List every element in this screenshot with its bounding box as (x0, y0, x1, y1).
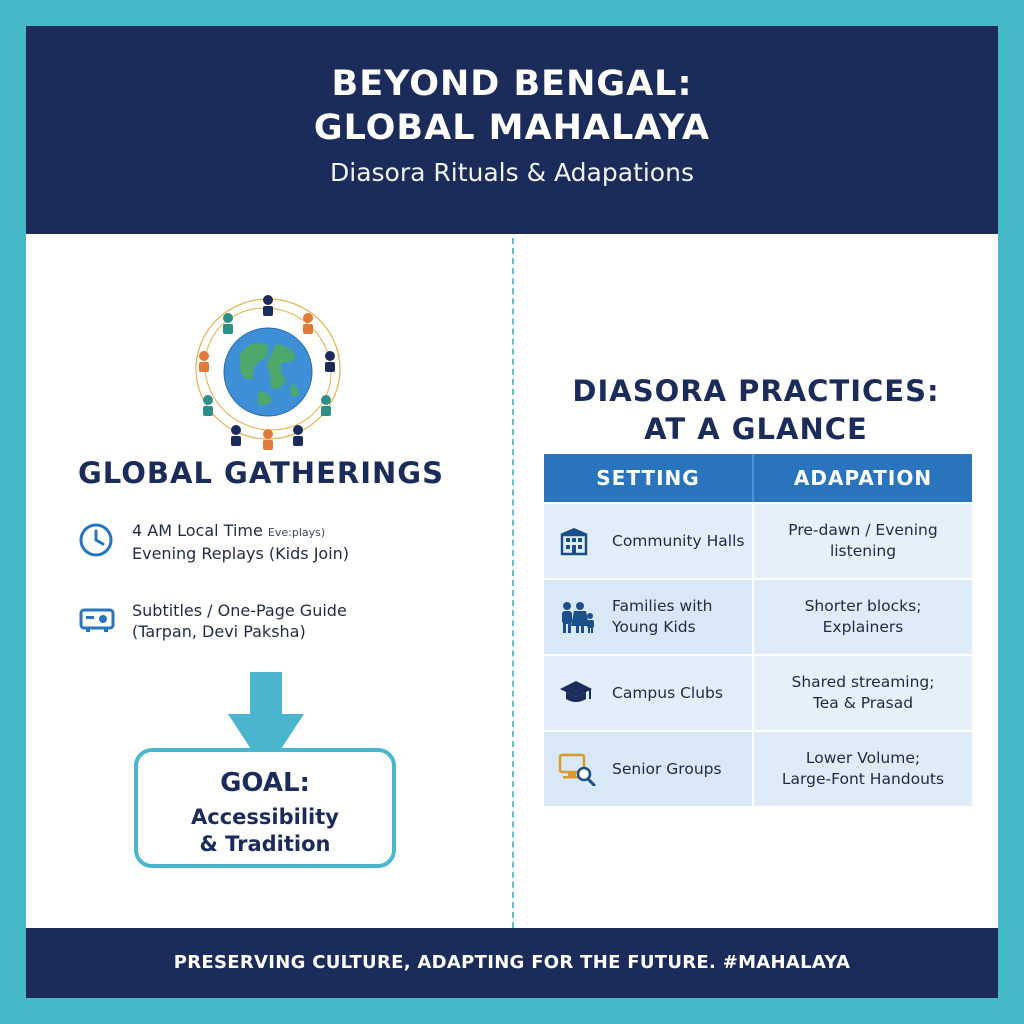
gathering-replay-line: Evening Replays (Kids Join) (132, 544, 350, 563)
setting-label (612, 683, 723, 704)
clock-icon (78, 522, 114, 558)
adaptation-cell (754, 580, 972, 654)
goal-text (138, 804, 392, 858)
practices-table (544, 454, 972, 806)
adaptation-line-2: Tea & Prasad (812, 694, 914, 712)
header-banner (26, 26, 998, 234)
global-gatherings-heading: GLOBAL GATHERINGS (78, 456, 444, 490)
gathering-time-note: Eve:plays) (267, 526, 326, 539)
title-line-1: BEYOND BENGAL: (331, 64, 693, 104)
adaptation-line-1: Lower Volume; (805, 749, 921, 767)
adaptation-line-1: Pre-dawn / Evening (788, 521, 938, 539)
setting-label (612, 596, 712, 638)
adaptation-cell (754, 504, 972, 578)
goal-label: GOAL: (220, 768, 310, 798)
page-title (26, 62, 998, 150)
table-header (544, 454, 972, 502)
page-subtitle: Diasora Rituals & Adapations (330, 158, 694, 187)
practices-heading (546, 372, 966, 448)
graduation-cap-icon (558, 679, 594, 707)
setting-cell (544, 580, 754, 654)
setting-label (612, 759, 722, 780)
setting-line: Senior Groups (612, 759, 722, 778)
adaptation-cell (754, 656, 972, 730)
gathering-item-text (132, 600, 347, 642)
setting-cell (544, 656, 754, 730)
adaptation-line-2: listening (829, 542, 897, 560)
setting-line: Campus Clubs (612, 683, 723, 702)
section-divider (512, 238, 514, 928)
setting-label (612, 531, 744, 552)
goal-line-2: & Tradition (199, 832, 331, 856)
footer-banner: PRESERVING CULTURE, ADAPTING FOR THE FUTURE. #MAHALAYA (26, 928, 998, 998)
building-icon (558, 526, 590, 556)
guide-line: Subtitles / One-Page Guide (132, 601, 347, 620)
goal-box (134, 748, 396, 868)
gathering-time-line: 4 AM Local Time (132, 521, 263, 540)
adaptation-line-2: Explainers (822, 618, 904, 636)
goal-line-1: Accessibility (191, 805, 339, 829)
globe-with-people-icon (188, 284, 348, 454)
table-row (544, 730, 972, 806)
title-line-2: GLOBAL MAHALAYA (313, 108, 711, 148)
table-row (544, 502, 972, 578)
table-row (544, 654, 972, 730)
magnifier-screen-icon (558, 752, 596, 786)
gathering-item-guide (78, 600, 498, 646)
setting-line-2: Young Kids (612, 618, 696, 636)
column-header-adaptation: ADAPATION (793, 466, 933, 490)
setting-line: Families with (612, 597, 713, 615)
adaptation-line-1: Shorter blocks; (804, 597, 922, 615)
gathering-item-time (78, 520, 498, 566)
setting-cell (544, 504, 754, 578)
guide-topics-line: (Tarpan, Devi Paksha) (132, 622, 306, 641)
adaptation-line-1: Shared streaming; (791, 673, 935, 691)
gathering-item-text (132, 520, 349, 564)
table-row (544, 578, 972, 654)
projector-icon (78, 602, 116, 634)
setting-cell (544, 732, 754, 806)
practices-heading-line-1: DIASORA PRACTICES: (572, 374, 940, 408)
practices-heading-line-2: AT A GLANCE (644, 412, 868, 446)
adaptation-cell (754, 732, 972, 806)
adaptation-line-2: Large-Font Handouts (781, 770, 945, 788)
column-header-setting: SETTING (544, 454, 754, 502)
infographic (26, 26, 998, 998)
setting-line: Community Halls (612, 531, 745, 550)
family-icon (558, 600, 596, 634)
